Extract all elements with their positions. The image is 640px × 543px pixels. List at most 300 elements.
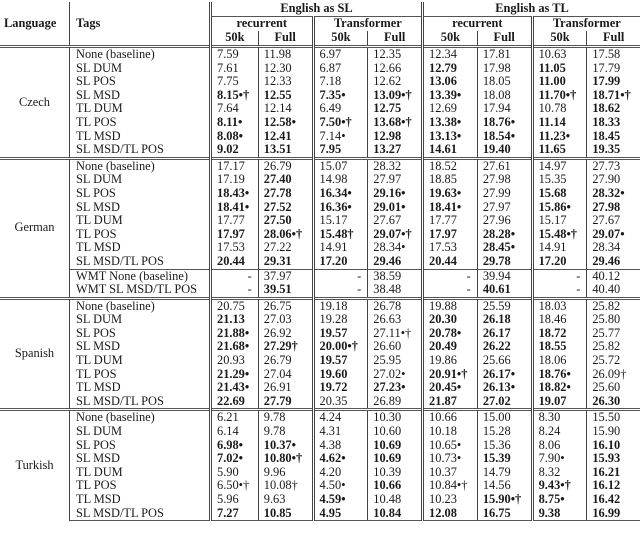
score-cell: 10.85 — [258, 507, 313, 521]
tag-label: SL DUM — [70, 173, 211, 187]
size-header-full: Full — [368, 31, 423, 47]
tag-label: TL MSD — [70, 241, 211, 255]
score-cell: 18.41• — [211, 201, 259, 215]
tag-label: TL POS — [70, 479, 211, 493]
table-row — [0, 466, 640, 480]
group-header-english-sl: English as SL — [211, 2, 423, 17]
results-table — [0, 2, 640, 521]
score-cell: 15.17 — [313, 214, 368, 228]
score-cell: 19.72 — [313, 381, 368, 395]
score-cell: 10.69 — [368, 452, 423, 466]
score-cell: 4.59• — [313, 493, 368, 507]
tags-column-header: Tags — [70, 2, 211, 47]
score-cell: 20.45• — [423, 381, 478, 395]
score-cell: 20.78• — [423, 327, 478, 341]
score-cell: 39.51 — [258, 283, 313, 298]
score-cell: 10.84 — [368, 507, 423, 521]
score-cell: 26.60 — [368, 340, 423, 354]
score-cell: 27.96 — [477, 214, 532, 228]
score-cell: 28.32 — [368, 158, 423, 173]
language-label: Spanish — [0, 298, 70, 410]
score-cell: 15.28 — [477, 425, 532, 439]
score-cell: 18.08 — [477, 89, 532, 103]
score-cell: 25.72 — [587, 354, 640, 368]
score-cell: 4.62• — [313, 452, 368, 466]
model-header-recurrent: recurrent — [211, 17, 314, 32]
score-cell: 26.63 — [368, 313, 423, 327]
score-cell: 27.11•† — [368, 327, 423, 341]
score-cell: 11.70•† — [532, 89, 587, 103]
score-cell: 7.27 — [211, 507, 259, 521]
score-cell: 4.95 — [313, 507, 368, 521]
score-cell: 26.79 — [258, 158, 313, 173]
score-cell: 19.07 — [532, 395, 587, 410]
score-cell: 18.62 — [587, 102, 640, 116]
score-cell: 13.27 — [368, 143, 423, 158]
score-cell: 17.53 — [423, 241, 478, 255]
score-cell: 6.14 — [211, 425, 259, 439]
tag-label: SL MSD/TL POS — [70, 395, 211, 410]
score-cell: 12.41 — [258, 130, 313, 144]
score-cell: 21.29• — [211, 368, 259, 382]
table-row — [0, 298, 640, 313]
score-cell: 19.63• — [423, 187, 478, 201]
score-cell: 27.67 — [368, 214, 423, 228]
score-cell: 18.46 — [532, 313, 587, 327]
score-cell: 15.86• — [532, 201, 587, 215]
score-cell: 17.77 — [423, 214, 478, 228]
language-label: Turkish — [0, 410, 70, 521]
score-cell: 12.33 — [258, 75, 313, 89]
score-cell: 29.46 — [368, 255, 423, 269]
score-cell: 4.24 — [313, 410, 368, 425]
tag-label: SL POS — [70, 327, 211, 341]
table-row — [0, 395, 640, 410]
score-cell: 25.77 — [587, 327, 640, 341]
score-cell: 10.69 — [368, 439, 423, 453]
score-cell: 25.60 — [587, 381, 640, 395]
score-cell: 7.50•† — [313, 116, 368, 130]
score-cell: 16.10 — [587, 439, 640, 453]
score-cell: 17.99 — [587, 75, 640, 89]
tag-label: None (baseline) — [70, 410, 211, 425]
score-cell: 27.98 — [477, 173, 532, 187]
score-cell: 6.50•† — [211, 479, 259, 493]
tag-label: SL MSD/TL POS — [70, 255, 211, 269]
score-cell: 11.05 — [532, 62, 587, 76]
score-cell: 37.97 — [258, 269, 313, 283]
table-row — [0, 327, 640, 341]
score-cell: 26.78 — [368, 298, 423, 313]
score-cell: 6.21 — [211, 410, 259, 425]
language-column-header: Language — [4, 15, 57, 30]
score-cell: 25.80 — [587, 313, 640, 327]
score-cell: 15.93 — [587, 452, 640, 466]
score-cell: 10.37• — [258, 439, 313, 453]
score-cell: 12.75 — [368, 102, 423, 116]
score-cell: 27.22 — [258, 241, 313, 255]
score-cell: 21.88• — [211, 327, 259, 341]
score-cell: 15.39 — [477, 452, 532, 466]
wmt-table-row — [0, 269, 640, 283]
score-cell: 6.49 — [313, 102, 368, 116]
score-cell: 26.13• — [477, 381, 532, 395]
score-cell: 17.19 — [211, 173, 259, 187]
table-row — [0, 75, 640, 89]
score-cell: 12.55 — [258, 89, 313, 103]
table-row — [0, 493, 640, 507]
score-cell: 20.91•† — [423, 368, 478, 382]
table-row — [0, 410, 640, 425]
size-header-50k: 50k — [532, 31, 587, 47]
score-cell: 20.93 — [211, 354, 259, 368]
score-cell: 15.35 — [532, 173, 587, 187]
score-cell: 8.08• — [211, 130, 259, 144]
tag-label: TL POS — [70, 116, 211, 130]
score-cell: 6.87 — [313, 62, 368, 76]
score-cell: 11.65 — [532, 143, 587, 158]
model-header-transformer: Transformer — [313, 17, 423, 32]
score-cell: 25.95 — [368, 354, 423, 368]
score-cell: 5.90 — [211, 466, 259, 480]
score-cell: 17.81 — [477, 47, 532, 62]
score-cell: 11.98 — [258, 47, 313, 62]
table-row — [0, 354, 640, 368]
score-cell: 21.68• — [211, 340, 259, 354]
score-cell: 15.48† — [313, 228, 368, 242]
tag-label: SL MSD — [70, 89, 211, 103]
score-cell: 10.48 — [368, 493, 423, 507]
score-cell: 17.97 — [211, 228, 259, 242]
score-cell: 9.78 — [258, 410, 313, 425]
score-cell: 14.97 — [532, 158, 587, 173]
score-cell: - — [211, 283, 259, 298]
score-cell: 10.23 — [423, 493, 478, 507]
score-cell: 38.59 — [368, 269, 423, 283]
table-row — [0, 158, 640, 173]
score-cell: 15.17 — [532, 214, 587, 228]
score-cell: 14.91 — [532, 241, 587, 255]
score-cell: 28.34 — [587, 241, 640, 255]
score-cell: 15.36 — [477, 439, 532, 453]
score-cell: 22.69 — [211, 395, 259, 410]
score-cell: 21.13 — [211, 313, 259, 327]
score-cell: 18.55 — [532, 340, 587, 354]
score-cell: 11.00 — [532, 75, 587, 89]
score-cell: 13.38• — [423, 116, 478, 130]
tag-label: None (baseline) — [70, 47, 211, 62]
tag-label: TL DUM — [70, 466, 211, 480]
score-cell: 10.73• — [423, 452, 478, 466]
score-cell: 18.76• — [532, 368, 587, 382]
score-cell: 29.07•† — [368, 228, 423, 242]
size-header-full: Full — [477, 31, 532, 47]
score-cell: 17.94 — [477, 102, 532, 116]
score-cell: 27.73 — [587, 158, 640, 173]
score-cell: 11.14 — [532, 116, 587, 130]
model-header-recurrent: recurrent — [423, 17, 533, 32]
score-cell: 27.02• — [368, 368, 423, 382]
score-cell: 10.37 — [423, 466, 478, 480]
score-cell: 12.98 — [368, 130, 423, 144]
tag-label: TL MSD — [70, 130, 211, 144]
score-cell: 18.41• — [423, 201, 478, 215]
table-row — [0, 340, 640, 354]
score-cell: 17.17 — [211, 158, 259, 173]
score-cell: 27.52 — [258, 201, 313, 215]
score-cell: 27.98 — [587, 201, 640, 215]
tag-label: TL POS — [70, 228, 211, 242]
tag-label: TL MSD — [70, 493, 211, 507]
score-cell: 7.64 — [211, 102, 259, 116]
score-cell: 18.52 — [423, 158, 478, 173]
table-row — [0, 313, 640, 327]
score-cell: 10.60 — [368, 425, 423, 439]
score-cell: 18.05 — [477, 75, 532, 89]
table-row — [0, 130, 640, 144]
score-cell: 15.50 — [587, 410, 640, 425]
tag-label: TL POS — [70, 368, 211, 382]
score-cell: 12.14 — [258, 102, 313, 116]
tag-label: None (baseline) — [70, 158, 211, 173]
score-cell: 7.14• — [313, 130, 368, 144]
score-cell: 17.20 — [532, 255, 587, 269]
score-cell: 12.08 — [423, 507, 478, 521]
score-cell: 27.61 — [477, 158, 532, 173]
score-cell: 7.35• — [313, 89, 368, 103]
table-row — [0, 143, 640, 158]
table-row — [0, 368, 640, 382]
score-cell: 9.43•† — [532, 479, 587, 493]
score-cell: 27.02 — [477, 395, 532, 410]
score-cell: 17.20 — [313, 255, 368, 269]
score-cell: 12.30 — [258, 62, 313, 76]
score-cell: 10.78 — [532, 102, 587, 116]
tag-label: SL DUM — [70, 313, 211, 327]
score-cell: 29.07• — [587, 228, 640, 242]
group-header-english-tl: English as TL — [423, 2, 640, 17]
tag-label: SL POS — [70, 439, 211, 453]
score-cell: 19.28 — [313, 313, 368, 327]
score-cell: 16.42 — [587, 493, 640, 507]
table-caption-cropped — [0, 530, 640, 543]
score-cell: 39.94 — [477, 269, 532, 283]
score-cell: 8.06 — [532, 439, 587, 453]
score-cell: 12.34 — [423, 47, 478, 62]
score-cell: 27.97 — [368, 173, 423, 187]
tag-label: TL DUM — [70, 214, 211, 228]
wmt-table-row — [0, 283, 640, 298]
score-cell: 27.79 — [258, 395, 313, 410]
score-cell: 6.98• — [211, 439, 259, 453]
score-cell: 14.79 — [477, 466, 532, 480]
score-cell: 13.51 — [258, 143, 313, 158]
score-cell: - — [532, 283, 587, 298]
score-cell: 18.33 — [587, 116, 640, 130]
score-cell: 9.02 — [211, 143, 259, 158]
score-cell: 40.40 — [587, 283, 640, 298]
score-cell: 15.07 — [313, 158, 368, 173]
score-cell: 18.76• — [477, 116, 532, 130]
score-cell: 27.40 — [258, 173, 313, 187]
score-cell: 29.46 — [587, 255, 640, 269]
score-cell: 7.18 — [313, 75, 368, 89]
table-row — [0, 62, 640, 76]
tag-label: SL MSD/TL POS — [70, 143, 211, 158]
table-row — [0, 479, 640, 493]
score-cell: 20.00•† — [313, 340, 368, 354]
score-cell: 17.53 — [211, 241, 259, 255]
tag-label: SL POS — [70, 187, 211, 201]
score-cell: 8.11• — [211, 116, 259, 130]
score-cell: 19.57 — [313, 354, 368, 368]
score-cell: 27.97 — [477, 201, 532, 215]
score-cell: 19.35 — [587, 143, 640, 158]
score-cell: 21.43• — [211, 381, 259, 395]
tag-label: TL DUM — [70, 102, 211, 116]
score-cell: 27.03 — [258, 313, 313, 327]
score-cell: 19.40 — [477, 143, 532, 158]
score-cell: 38.48 — [368, 283, 423, 298]
score-cell: 10.08† — [258, 479, 313, 493]
score-cell: 16.36• — [313, 201, 368, 215]
score-cell: 17.77 — [211, 214, 259, 228]
score-cell: 8.75• — [532, 493, 587, 507]
score-cell: 26.22 — [477, 340, 532, 354]
score-cell: 4.38 — [313, 439, 368, 453]
score-cell: 26.91 — [258, 381, 313, 395]
tag-label: SL POS — [70, 75, 211, 89]
score-cell: 4.20 — [313, 466, 368, 480]
score-cell: 19.60 — [313, 368, 368, 382]
score-cell: 26.92 — [258, 327, 313, 341]
table-row — [0, 47, 640, 62]
score-cell: 16.99 — [587, 507, 640, 521]
score-cell: 8.30 — [532, 410, 587, 425]
tag-label: SL DUM — [70, 425, 211, 439]
score-cell: 10.66 — [423, 410, 478, 425]
score-cell: 28.34• — [368, 241, 423, 255]
score-cell: 10.65• — [423, 439, 478, 453]
score-cell: 9.78 — [258, 425, 313, 439]
score-cell: 17.79 — [587, 62, 640, 76]
score-cell: 13.13• — [423, 130, 478, 144]
model-header-transformer: Transformer — [532, 17, 640, 32]
score-cell: 15.00 — [477, 410, 532, 425]
score-cell: 13.06 — [423, 75, 478, 89]
score-cell: 25.82 — [587, 340, 640, 354]
language-label: Czech — [0, 47, 70, 159]
score-cell: 26.89 — [368, 395, 423, 410]
score-cell: 20.30 — [423, 313, 478, 327]
score-cell: 26.30 — [587, 395, 640, 410]
score-cell: 12.62 — [368, 75, 423, 89]
score-cell: 7.90• — [532, 452, 587, 466]
tag-label: TL DUM — [70, 354, 211, 368]
score-cell: 8.32 — [532, 466, 587, 480]
score-cell: 19.86 — [423, 354, 478, 368]
score-cell: 18.43• — [211, 187, 259, 201]
size-header-50k: 50k — [313, 31, 368, 47]
score-cell: 19.88 — [423, 298, 478, 313]
score-cell: - — [211, 269, 259, 283]
score-cell: 18.54• — [477, 130, 532, 144]
score-cell: - — [313, 283, 368, 298]
score-cell: 12.69 — [423, 102, 478, 116]
score-cell: 26.18 — [477, 313, 532, 327]
score-cell: 9.96 — [258, 466, 313, 480]
table-row — [0, 507, 640, 521]
score-cell: 5.96 — [211, 493, 259, 507]
score-cell: 16.34• — [313, 187, 368, 201]
size-header-50k: 50k — [211, 31, 259, 47]
score-cell: 17.58 — [587, 47, 640, 62]
score-cell: 28.06•† — [258, 228, 313, 242]
score-cell: 4.31 — [313, 425, 368, 439]
table-row — [0, 439, 640, 453]
score-cell: 28.28• — [477, 228, 532, 242]
table-row — [0, 89, 640, 103]
score-cell: 18.03 — [532, 298, 587, 313]
score-cell: - — [532, 269, 587, 283]
score-cell: 15.68 — [532, 187, 587, 201]
tag-label: SL MSD/TL POS — [70, 507, 211, 521]
score-cell: 29.78 — [477, 255, 532, 269]
language-label: German — [0, 158, 70, 298]
score-cell: - — [313, 269, 368, 283]
score-cell: 27.50 — [258, 214, 313, 228]
score-cell: 20.44 — [423, 255, 478, 269]
score-cell: 7.02• — [211, 452, 259, 466]
tag-label: None (baseline) — [70, 298, 211, 313]
score-cell: 12.58• — [258, 116, 313, 130]
score-cell: 18.82• — [532, 381, 587, 395]
score-cell: 10.63 — [532, 47, 587, 62]
score-cell: 18.72 — [532, 327, 587, 341]
score-cell: 18.06 — [532, 354, 587, 368]
tag-label: SL MSD — [70, 452, 211, 466]
score-cell: 40.61 — [477, 283, 532, 298]
score-cell: 6.97 — [313, 47, 368, 62]
score-cell: 26.75 — [258, 298, 313, 313]
score-cell: 14.61 — [423, 143, 478, 158]
score-cell: 15.90•† — [477, 493, 532, 507]
score-cell: 28.45• — [477, 241, 532, 255]
score-cell: 10.80•† — [258, 452, 313, 466]
score-cell: 27.90 — [587, 173, 640, 187]
table-row — [0, 187, 640, 201]
score-cell: 4.50• — [313, 479, 368, 493]
score-cell: 18.85 — [423, 173, 478, 187]
score-cell: 40.12 — [587, 269, 640, 283]
score-cell: 14.98 — [313, 173, 368, 187]
score-cell: 20.75 — [211, 298, 259, 313]
score-cell: 25.59 — [477, 298, 532, 313]
score-cell: 8.24 — [532, 425, 587, 439]
score-cell: 20.49 — [423, 340, 478, 354]
table-row — [0, 425, 640, 439]
score-cell: 27.99 — [477, 187, 532, 201]
score-cell: 7.61 — [211, 62, 259, 76]
score-cell: 18.71•† — [587, 89, 640, 103]
score-cell: 10.84•† — [423, 479, 478, 493]
score-cell: 27.23• — [368, 381, 423, 395]
score-cell: 9.63 — [258, 493, 313, 507]
score-cell: 28.32• — [587, 187, 640, 201]
score-cell: 19.57 — [313, 327, 368, 341]
results-table-body — [0, 47, 640, 521]
score-cell: 14.56 — [477, 479, 532, 493]
